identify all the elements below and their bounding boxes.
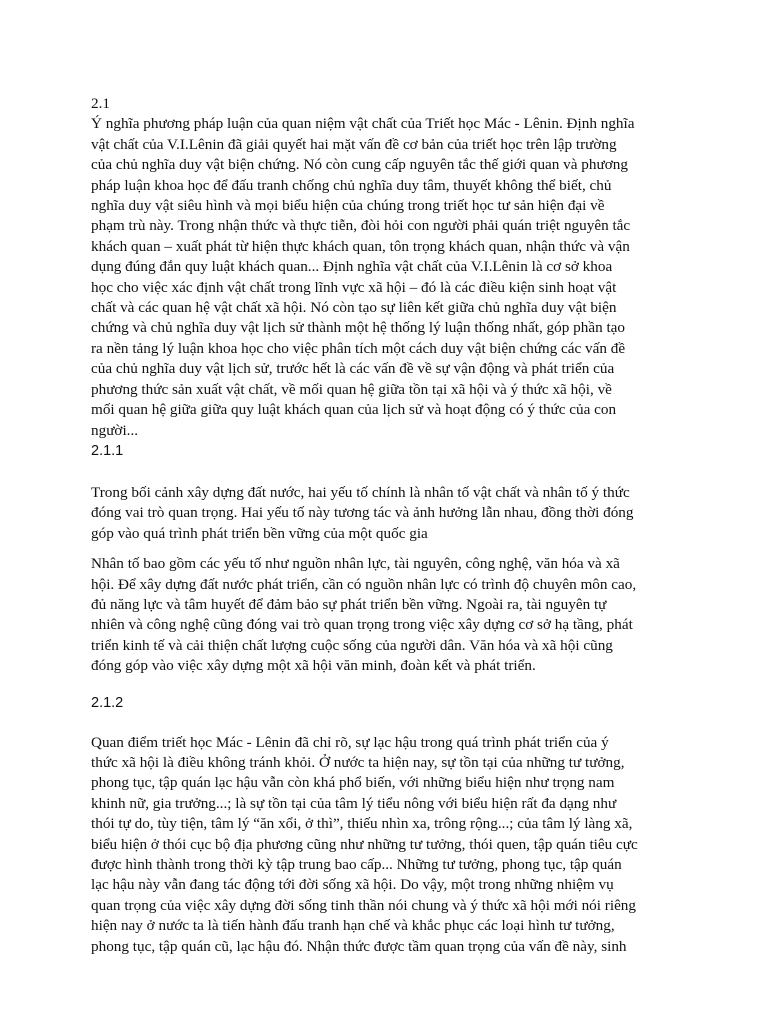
text-line: quan trọng của việc xây dựng đời sống tinh thần nói chung và ý thức xã hội mới nói riêng [91,896,636,914]
heading-text: 2.1.1 [91,442,124,459]
section-heading-2-1-2 [91,693,698,713]
text-line: pháp luận khoa học để đấu tranh chống chủ nghĩa duy tâm, thuyết không thể biết, chủ [91,176,612,194]
text-line: Nhân tố bao gồm các yếu tố như nguồn nhân lực, tài nguyên, công nghệ, văn hóa và xã [91,555,620,573]
text-line: ra nền tảng lý luận khoa học cho việc phân tích một cách duy vật biện chứng các vấn đề [91,339,626,357]
text-line: vật chất của V.I.Lênin đã giải quyết hai mặt vấn đề cơ bản của triết học trên lập trường [91,135,617,153]
text-line: góp vào quá trình phát triển bền vững của một quốc gia [91,524,428,542]
section-heading-2-1 [91,94,698,114]
text-line: thói tự do, tùy tiện, tâm lý “ăn xổi, ở thì”, thiếu nhìn xa, trông rộng...; của tâm lý làng xã, [91,815,633,833]
paragraph-1 [91,114,698,441]
text-line: của chủ nghĩa duy vật lịch sử, trước hết là các vấn đề về sự vận động và phát triển của [91,360,615,378]
text-line: dụng đúng đắn quy luật khách quan... Định nghĩa vật chất của V.I.Lênin là cơ sở khoa [91,258,613,276]
text-line: thức xã hội là điều không tránh khỏi. Ở nước ta hiện nay, sự tồn tại của những tư tưởng, [91,753,625,771]
text-line: phạm trù này. Trong nhận thức và thực tiễn, đòi hỏi con người phải quán triệt nguyên tắc [91,217,631,235]
heading-text: 2.1 [91,95,110,112]
section-heading-2-1-1 [91,441,698,461]
text-line: biểu hiện ở thói cục bộ địa phương cũng như những tư tưởng, thói quen, tập quán tiêu cực [91,835,638,853]
text-line: Quan điểm triết học Mác - Lênin đã chỉ rõ, sự lạc hậu trong quá trình phát triển của ý [91,733,609,751]
heading-text: 2.1.2 [91,694,124,711]
paragraph-2 [91,483,698,544]
text-line: người... [91,421,139,439]
text-line: Ý nghĩa phương pháp luận của quan niệm vật chất của Triết học Mác - Lênin. Định nghĩa [91,115,635,133]
text-line: lạc hậu này vẫn đang tác động tới đời sống xã hội. Do vậy, một trong những nhiệm vụ [91,876,614,894]
text-line: hội. Để xây dựng đất nước phát triển, cần có nguồn nhân lực có trình độ chuyên môn cao, [91,575,637,593]
text-line: phong tục, tập quán cũ, lạc hậu đó. Nhận thức được tầm quan trọng của vấn đề này, sinh [91,937,627,955]
text-line: mối quan hệ giữa giữa quy luật khách quan của lịch sử và hoạt động có ý thức của con [91,401,617,419]
text-line: phương thức sản xuất vật chất, về mối quan hệ giữa tồn tại xã hội và ý thức xã hội, về [91,380,612,398]
text-line: của chủ nghĩa duy vật biện chứng. Nó còn cung cấp nguyên tắc thế giới quan và phương [91,156,628,174]
paragraph-3 [91,554,698,676]
text-line: nhiên và công nghệ cũng đóng vai trò quan trọng trong việc xây dựng cơ sở hạ tầng, phát [91,616,633,634]
text-line: triển kinh tế và cải thiện chất lượng cuộc sống của người dân. Văn hóa và xã hội cũng [91,636,613,654]
text-line: phong tục, tập quán lạc hậu vẫn còn khá phổ biến, với những biểu hiện như trọng nam [91,774,615,792]
text-line: khách quan – xuất phát từ hiện thực khách quan, tôn trọng khách quan, nhận thức và vận [91,237,630,255]
text-line: Trong bối cảnh xây dựng đất nước, hai yếu tố chính là nhân tố vật chất và nhân tố ý thức [91,483,630,501]
text-line: học cho việc xác định vật chất trong lĩnh vực xã hội – đó là các điều kiện sinh hoạt vật [91,278,617,296]
text-line: đủ năng lực và tâm huyết để đảm bảo sự phát triển bền vững. Ngoài ra, tài nguyên tự [91,595,607,613]
text-line: được hình thành trong thời kỳ tập trung bao cấp... Những tư tưởng, phong tục, tập quán [91,856,622,873]
text-line: chất và các quan hệ vật chất xã hội. Nó còn tạo sự liên kết giữa chủ nghĩa duy vật biện [91,299,617,317]
text-line: đóng góp vào việc xây dựng một xã hội văn minh, đoàn kết và phát triển. [91,657,536,675]
text-line: nghĩa duy vật siêu hình và mọi biểu hiện của chúng trong triết học tư sản hiện đại về [91,197,605,215]
text-line: chứng và chủ nghĩa duy vật lịch sử thành một hệ thống lý luận thống nhất, góp phần tạo [91,319,626,337]
paragraph-4 [91,733,698,957]
text-line: khinh nữ, gia trưởng...; là sự tồn tại của tâm lý tiểu nông với biểu hiện rất đa dạng như [91,794,617,812]
text-line: hiện nay ở nước ta là tiến hành đấu tranh hạn chế và khắc phục các loại hình tư tưởng, [91,917,615,935]
text-line: đóng vai trò quan trọng. Hai yếu tố này tương tác và ảnh hưởng lẫn nhau, đồng thời đóng [91,504,634,522]
